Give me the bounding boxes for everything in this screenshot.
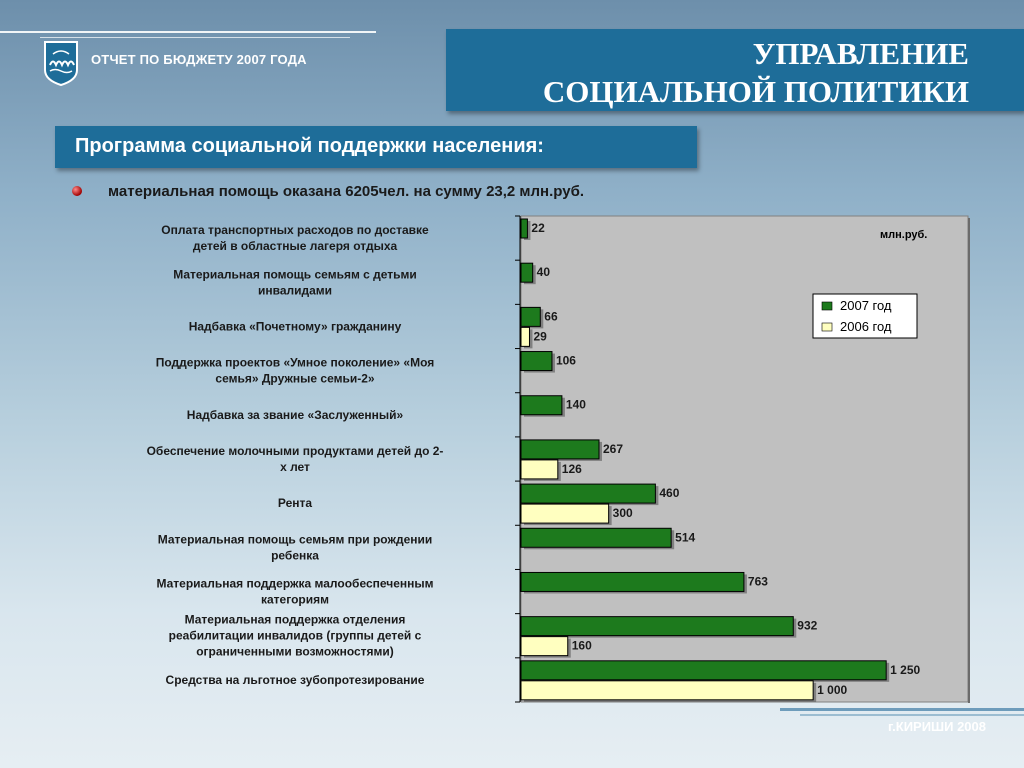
data-label-2007: 932	[797, 618, 818, 633]
category-label: Рента	[277, 496, 313, 511]
category-label: Материальная помощь семьям с детьми инвалидами	[173, 267, 417, 298]
category-label: Оплата транспортных расходов по доставке детей в областные лагеря отдыха	[161, 223, 429, 254]
report-title: ОТЧЕТ ПО БЮДЖЕТУ 2007 ГОДА	[91, 52, 307, 67]
footer-text: г.КИРИШИ 2008	[888, 719, 986, 734]
data-label-2007: 1 250	[890, 662, 921, 677]
data-label-2007: 40	[536, 265, 551, 280]
category-label: Надбавка за звание «Заслуженный»	[186, 407, 404, 422]
legend-swatch-2006	[822, 323, 832, 331]
bar-2007	[521, 396, 562, 415]
data-label-2007: 22	[531, 221, 545, 235]
data-label-2007: 763	[747, 574, 768, 589]
data-label-2007: 66	[544, 309, 558, 324]
data-label-2007: 514	[675, 530, 696, 545]
footer-decor-line-thin	[800, 714, 1024, 716]
data-label-2007: 140	[565, 397, 586, 412]
category-label: Материальная поддержка отделения реабилитации инвалидов (группы детей с ограниченными возможностями)	[168, 612, 422, 659]
bar-2006	[521, 460, 558, 479]
legend	[813, 294, 917, 338]
bar-2007	[521, 440, 599, 459]
category-label: Материальная помощь семьям при рождении ребенка	[157, 532, 433, 563]
data-label-2006: 160	[571, 638, 592, 653]
bar-2007	[521, 572, 744, 591]
program-title: Программа социальной поддержки населения:	[75, 135, 544, 157]
bar-2006	[521, 681, 813, 700]
unit-label: млн.руб.	[880, 229, 928, 241]
bar-2007	[521, 307, 540, 326]
bar-2006	[521, 327, 529, 346]
bar-2007	[521, 219, 527, 238]
bar-2007	[521, 528, 671, 547]
bar-2006	[521, 637, 568, 656]
data-label-2006: 126	[561, 461, 582, 476]
bar-2007	[521, 352, 552, 371]
footer-decor-line	[780, 708, 1024, 711]
data-label-2007: 267	[603, 441, 624, 456]
summary-text: материальная помощь оказана 6205чел. на сумму 23,2 млн.руб.	[108, 183, 585, 200]
data-label-2007: 106	[555, 353, 576, 368]
data-label-2007: 460	[659, 486, 680, 501]
data-label-2006: 1 000	[817, 682, 848, 697]
data-label-2006: 29	[533, 329, 547, 344]
data-label-2006: 300	[612, 506, 633, 521]
bar-2007	[521, 263, 533, 282]
category-label: Средства на льготное зубопротезирование	[165, 672, 425, 687]
department-title-line2: СОЦИАЛЬНОЙ ПОЛИТИКИ	[542, 74, 969, 109]
bar-2007	[521, 617, 793, 636]
department-title-line1: УПРАВЛЕНИЕ	[752, 36, 969, 71]
legend-swatch-2007	[822, 302, 832, 310]
category-label: Надбавка «Почетному» гражданину	[188, 319, 402, 334]
category-label: Поддержка проектов «Умное поколение» «Моя семья» Дружные семьи-2»	[155, 355, 435, 386]
bar-2006	[521, 504, 609, 523]
bar-2007	[521, 661, 886, 680]
legend-label-2007: 2007 год	[840, 298, 892, 313]
bar-2007	[521, 484, 655, 503]
legend-label-2006: 2006 год	[840, 319, 892, 334]
category-label: Материальная поддержка малообеспеченным категориям	[156, 576, 434, 607]
category-label: Обеспечение молочными продуктами детей до 2-х лет	[146, 444, 444, 474]
